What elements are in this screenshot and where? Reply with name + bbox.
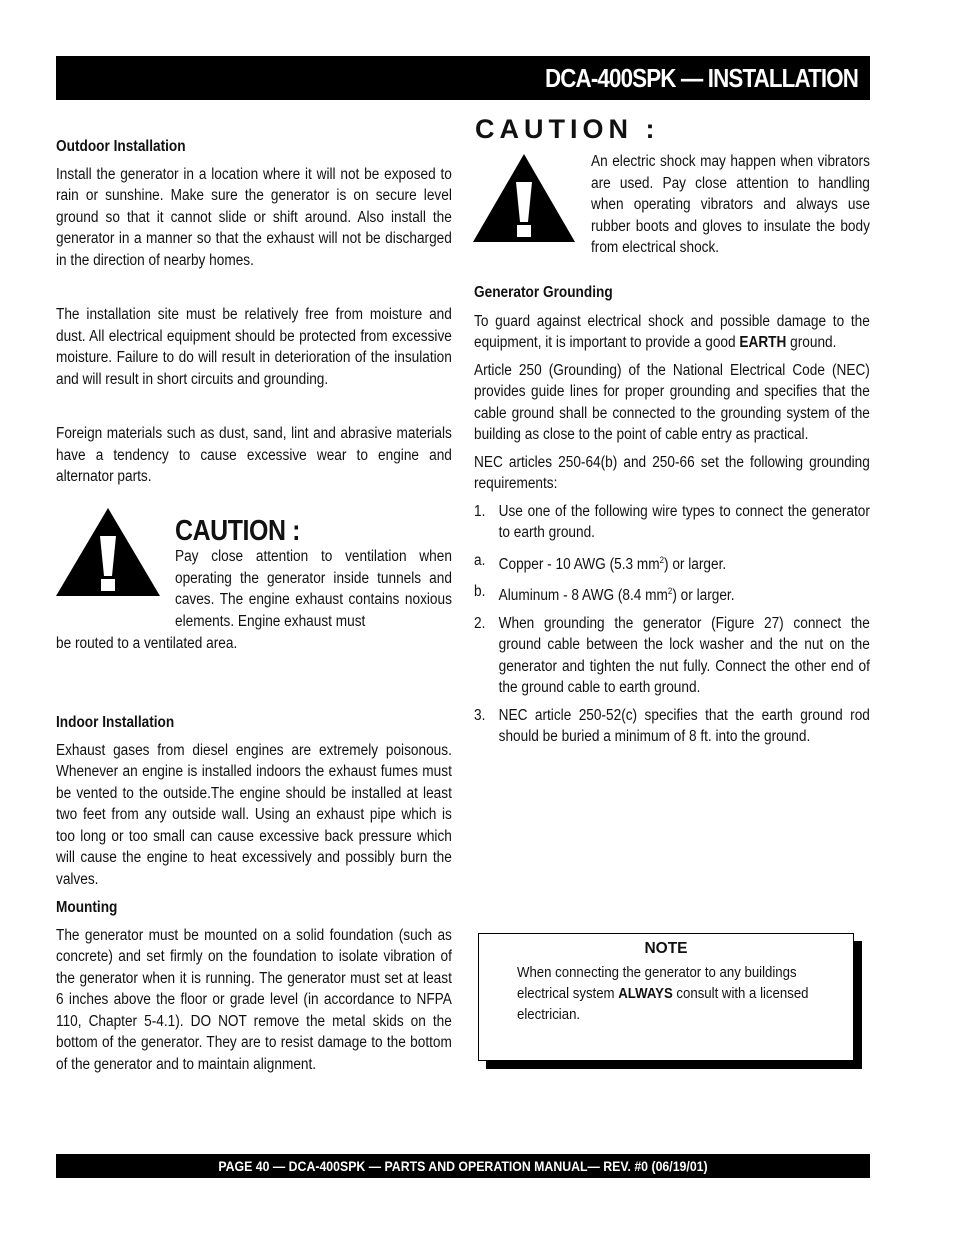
step-number: 3. [474,706,486,724]
list-item [474,705,870,748]
sub-text: Aluminum - 8 AWG (8.4 mm [498,587,668,605]
grounding-p1-text: To guard against electrical shock and possible damage to the equipment, it is important to provide a good [474,312,870,351]
superscript: 2 [659,554,665,565]
sub-text-end: ) or larger. [664,555,727,573]
indoor-heading: Indoor Installation [56,714,175,731]
mounting-heading: Mounting [56,899,118,916]
note-text [517,962,835,1025]
note-text-a: When connecting the generator to any buildings electrical system [517,964,797,1002]
caution-text-beside: Pay close attention to ventilation when operating the generator inside tunnels and caves. The engine exhaust contains noxious elements. Engine exhaust must [175,548,452,630]
caution-text-continuation [56,633,452,655]
sub-text-end: ) or larger. [672,587,735,605]
outdoor-paragraph-3: Foreign materials such as dust, sand, lint and abrasive materials have a tendency to cause excessive wear to engine and alternator parts. [56,425,452,485]
warning-triangle-icon [56,508,160,596]
step-number: 1. [474,502,486,520]
right-column [474,282,870,748]
list-item [474,550,870,576]
always-bold: ALWAYS [618,985,673,1002]
caution-text-right-box [591,151,870,259]
earth-bold: EARTH [739,334,787,351]
step-number: 2. [474,614,486,632]
list-item [474,581,870,607]
header-bar [56,56,870,100]
caution-title-right: CAUTION : [475,114,660,144]
step-text: When grounding the generator (Figure 27) connect the ground cable between the lock washer and the nut on the generator and tighten the nut fully. Connect the other end of the ground cable to earth ground. [498,614,870,697]
note-box [478,933,854,1061]
grounding-paragraph-2: Article 250 (Grounding) of the National Electrical Code (NEC) provides guide lines for proper grounding and specifies that the cable ground shall be connected to the grounding system of the building as close to the point of cable entry as practical. [474,361,870,443]
note-text-b: consult with a licensed electrician. [517,985,809,1023]
page-title: DCA-400SPK — INSTALLATION [544,62,858,93]
footer-text: PAGE 40 — DCA-400SPK — PARTS AND OPERATION MANUAL— REV. #0 (06/19/01) [218,1158,708,1174]
superscript: 2 [667,586,673,597]
sub-text: Copper - 10 AWG (5.3 mm [498,555,660,573]
step-text: NEC article 250-52(c) specifies that the earth ground rod should be buried a minimum of 8 ft. into the ground. [498,706,870,746]
caution-title-left: CAUTION : [175,515,300,547]
left-column [56,136,452,488]
note-title: NOTE [644,940,688,957]
sub-number: b. [474,583,486,601]
caution-text-right: An electric shock may happen when vibrators are used. Pay close attention to handling when operating vibrators and always use rubber boots and gloves to insulate the body from electrical shock. [591,153,870,256]
outdoor-paragraph-1: Install the generator in a location where it will not be exposed to rain or sunshine. Make sure the generator is on secure level ground so that it cannot slide or shift around. Also install the generator in a manner so that the exhaust will not be discharged in the direction of nearby homes. [56,165,452,269]
grounding-paragraph-1 [474,311,870,354]
left-column-lower [56,712,452,1075]
footer-bar [56,1154,870,1178]
indoor-paragraph: Exhaust gases from diesel engines are extremely poisonous. Whenever an engine is installed indoors the exhaust fumes must be vented to the outside.The engine should be installed at least two feet from any outside wall. Using an exhaust pipe which is too long or too small can cause excessive back pressure which will cause the engine to heat excessively and possibly burn the valves. [56,741,452,888]
outdoor-paragraph-2: The installation site must be relatively free from moisture and dust. All electrical equipment should be protected from excessive moisture. Failure to do will result in deterioration of the insulation and will result in short circuits and grounding. [56,306,452,388]
grounding-p1-end: ground. [786,334,837,351]
warning-triangle-icon [473,154,575,242]
list-item [474,501,870,544]
grounding-heading: Generator Grounding [474,284,613,301]
mounting-paragraph: The generator must be mounted on a solid foundation (such as concrete) and set firmly on the foundation to isolate vibration of the generator when it is running. The generator must set at least 6 inches above the floor or grade level (in accordance to NFPA 110, Chapter 5-4.1). DO NOT remove the metal skids on the bottom of the generator. They are to resist damage to the bottom of the generator and to maintain alignment. [56,926,452,1073]
grounding-paragraph-3: NEC articles 250-64(b) and 250-66 set the following grounding requirements: [474,453,870,492]
caution-text-below: be routed to a ventilated area. [56,635,238,652]
outdoor-heading: Outdoor Installation [56,138,186,155]
step-text: Use one of the following wire types to connect the generator to earth ground. [498,502,870,541]
sub-number: a. [474,551,486,569]
list-item [474,613,870,699]
caution-text-left [175,546,452,632]
grounding-steps [474,501,870,748]
